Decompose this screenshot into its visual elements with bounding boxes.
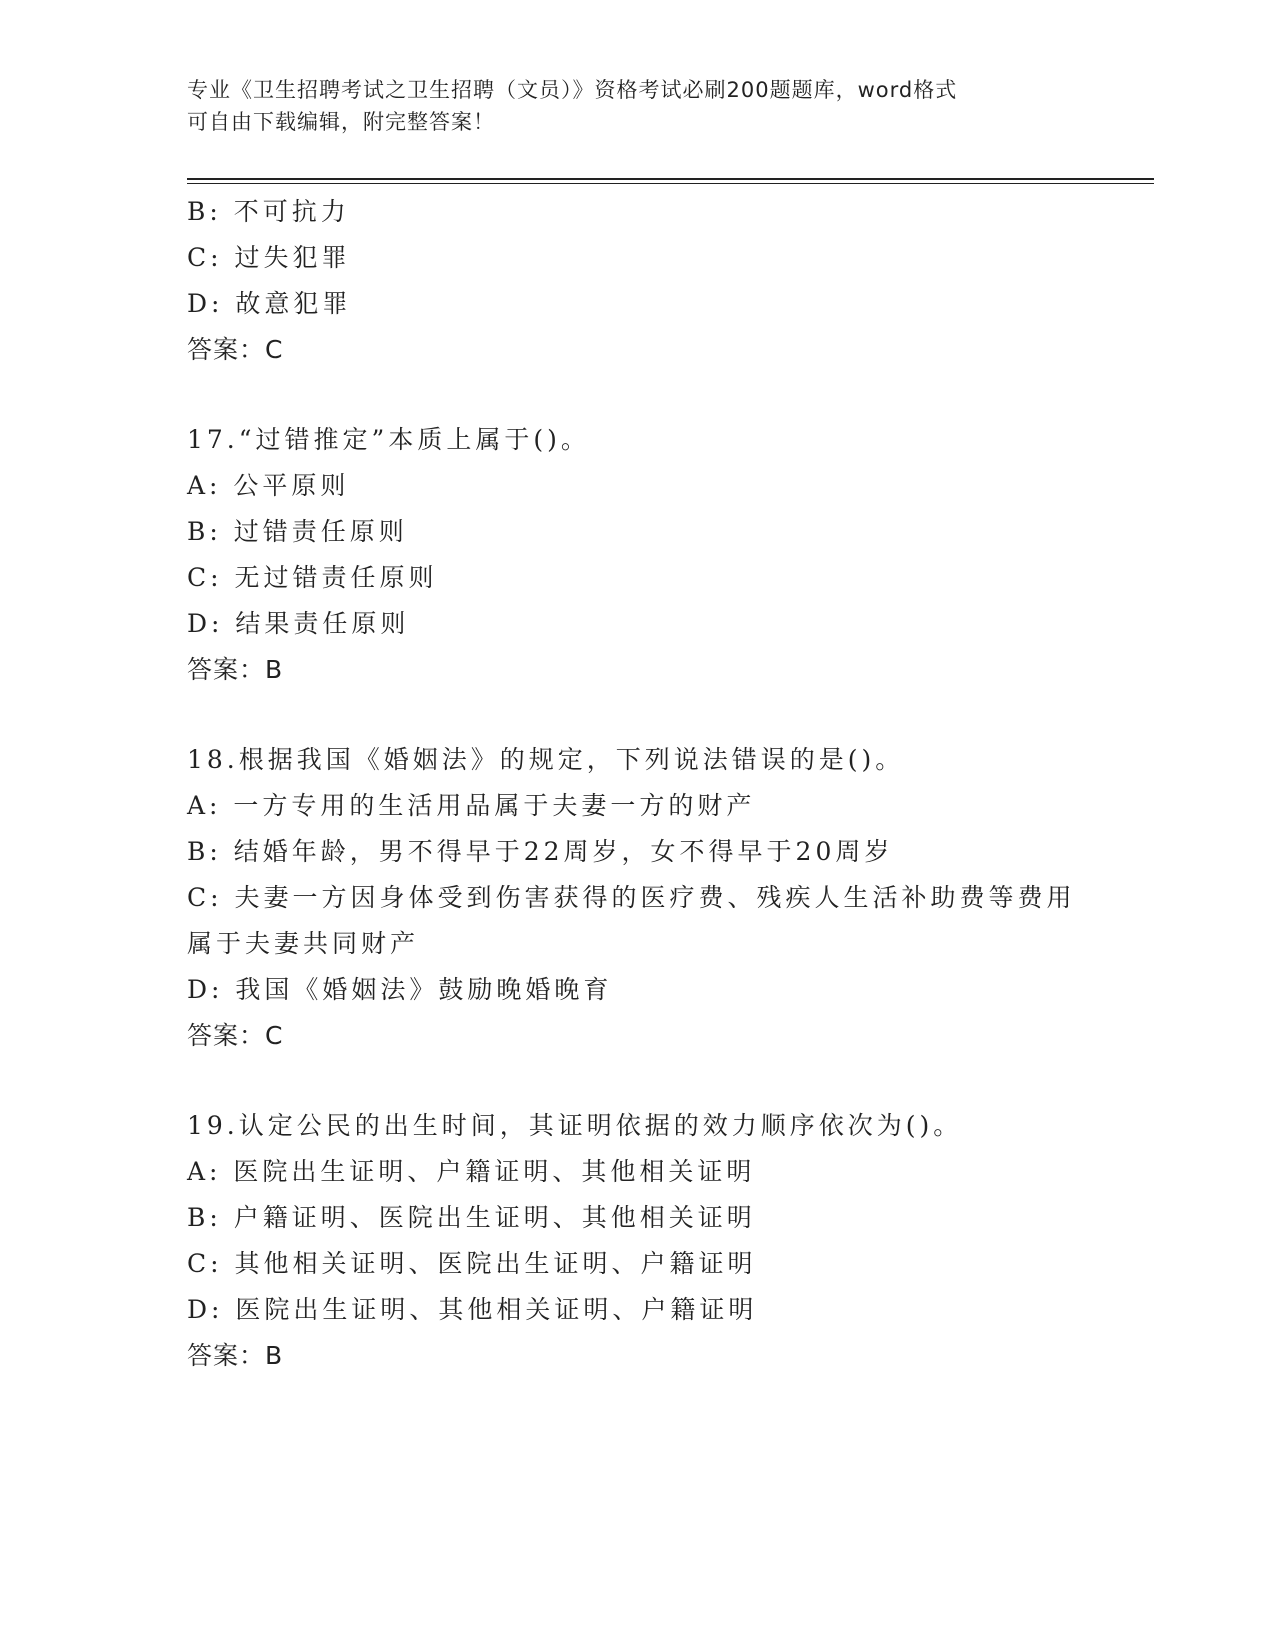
question-text: 19.认定公民的出生时间，其证明依据的效力顺序依次为()。 <box>187 1111 963 1140</box>
document-header <box>187 74 1067 138</box>
question-16-block <box>187 189 1087 373</box>
header-line-1: 专业《卫生招聘考试之卫生招聘（文员）》资格考试必刷200题题库，word格式 <box>187 78 958 102</box>
question-text: 18.根据我国《婚姻法》的规定，下列说法错误的是()。 <box>187 745 905 774</box>
option-d: D: 医院出生证明、其他相关证明、户籍证明 <box>187 1295 758 1324</box>
option-b: B: 户籍证明、医院出生证明、其他相关证明 <box>187 1203 756 1232</box>
option-c: C: 夫妻一方因身体受到伤害获得的医疗费、残疾人生活补助费等费用 <box>187 883 1076 912</box>
option-d: D: 我国《婚姻法》鼓励晚婚晚育 <box>187 975 613 1004</box>
question-18-block <box>187 737 1087 1059</box>
option-c: C: 过失犯罪 <box>187 243 351 272</box>
answer: 答案：C <box>187 1021 284 1050</box>
option-c-continued: 属于夫妻共同财产 <box>187 929 420 958</box>
option-a: A: 公平原则 <box>187 471 350 500</box>
question-19-block <box>187 1103 1087 1379</box>
question-17-block <box>187 417 1087 693</box>
option-a: A: 医院出生证明、户籍证明、其他相关证明 <box>187 1157 756 1186</box>
answer: 答案：B <box>187 655 284 684</box>
header-rule-thick <box>187 178 1154 180</box>
answer: 答案：B <box>187 1341 284 1370</box>
option-d: D: 故意犯罪 <box>187 289 352 318</box>
option-a: A: 一方专用的生活用品属于夫妻一方的财产 <box>187 791 756 820</box>
option-b: B: 过错责任原则 <box>187 517 408 546</box>
option-b: B: 不可抗力 <box>187 197 350 226</box>
header-line-2: 可自由下载编辑，附完整答案！ <box>187 110 495 134</box>
option-d: D: 结果责任原则 <box>187 609 410 638</box>
option-b: B: 结婚年龄，男不得早于22周岁，女不得早于20周岁 <box>187 837 894 866</box>
option-c: C: 无过错责任原则 <box>187 563 438 592</box>
document-body <box>187 189 1087 1379</box>
question-text: 17.“过错推定”本质上属于()。 <box>187 425 590 454</box>
answer: 答案：C <box>187 335 284 364</box>
option-c: C: 其他相关证明、医院出生证明、户籍证明 <box>187 1249 757 1278</box>
header-rule-thin <box>187 183 1154 184</box>
